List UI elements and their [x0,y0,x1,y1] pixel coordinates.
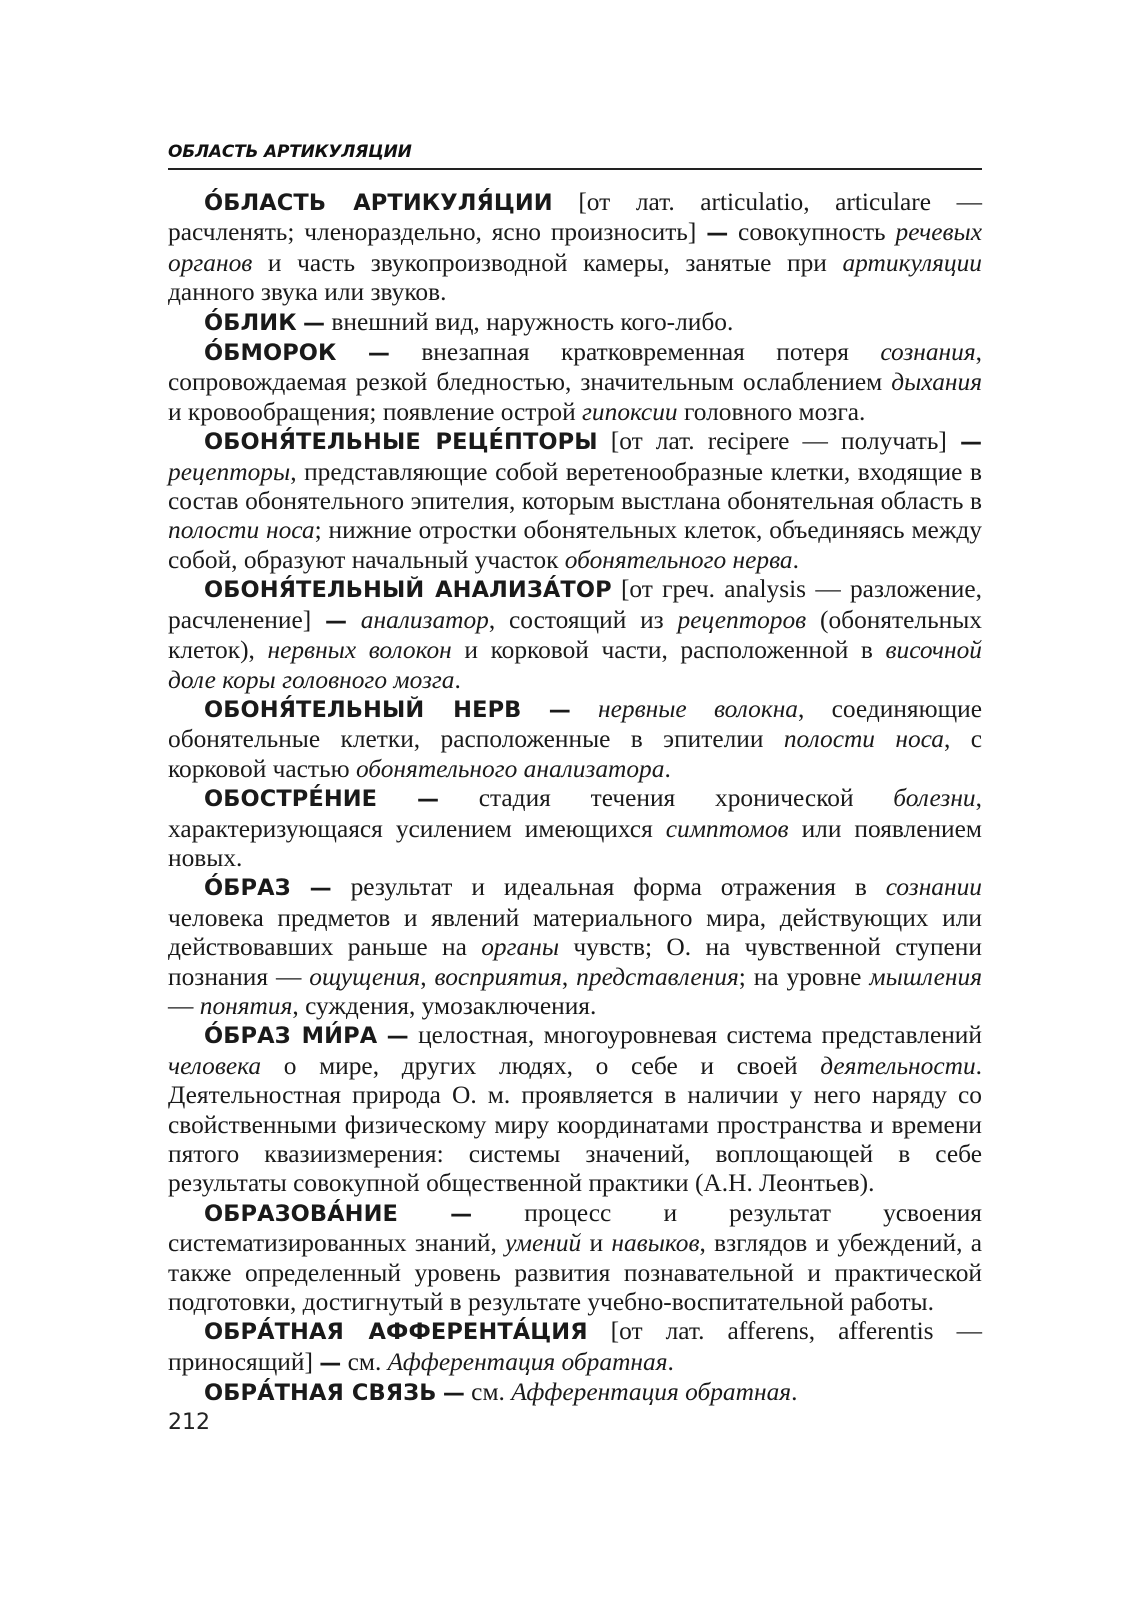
dictionary-entry [168,695,982,784]
entry-crossref: нервных волокон [267,636,452,665]
dictionary-entry [168,1378,982,1408]
entry-definition-text: совокупность [728,218,896,247]
entry-definition-text: [от лат. afferens, afferentis — приносящий] [168,1317,982,1376]
running-head: ОБЛАСТЬ АРТИКУЛЯЦИИ [168,142,982,170]
dictionary-entry [168,1021,982,1198]
entry-definition-text [377,1021,386,1049]
entry-crossref: рецепторы [168,457,291,486]
entry-definition-text: , [561,962,577,991]
entry-dash: — [303,310,326,336]
entry-headword: ОБОНЯ́ТЕЛЬНЫЙ НЕРВ [204,696,522,723]
entry-crossref: височной доле коры головного мозга [168,636,982,694]
entry-definition-text: и часть звукопроизводной камеры, занятые при [252,248,843,277]
entry-definition-text: процесс и результат усвоения систематизированных знаний, [168,1198,982,1258]
dictionary-entry [168,873,982,1021]
entry-definition-text: и кровообращения; появление острой [168,397,583,426]
entry-definition-text: см. [464,1378,512,1407]
entry-definition-text [337,338,368,366]
entry-crossref: полости носа [783,725,944,754]
entry-definition-text: [от греч. analysis — разложение, расчленение] [168,575,982,634]
entry-definition-text: , представляющие собой веретенообразные клетки, входящие в состав обонятельного эпителия, которым выстлана обонятельная область в [168,457,982,516]
dictionary-entry [168,188,982,308]
entry-crossref: симптомов [665,814,789,843]
entry-crossref: мышления [869,962,982,991]
entry-definition-text: , характеризующаяся усилением имеющихся [168,784,982,843]
dictionary-entry [168,575,982,695]
entry-dash: — [309,876,332,902]
entry-headword: О́БРАЗ МИ́РА [204,1023,378,1050]
entry-definition-text: человека предметов и явлений материального мира, действующих или действовавших раньше на [168,903,982,962]
entry-crossref: сознании [885,873,982,902]
entries-list [168,188,982,1409]
entry-definition-text: или появлением новых. [168,814,982,872]
entry-dash: — [386,1024,409,1050]
entry-crossref: полости носа [168,516,315,545]
entry-headword: ОБОСТРЕ́НИЕ [204,786,378,813]
entry-definition-text [521,695,548,723]
entry-definition-text [571,695,598,723]
entry-definition-text: чувств; О. на чувственной ступени познания — [168,933,982,991]
entry-definition-text: . [667,1347,674,1376]
dictionary-entry [168,308,982,338]
entry-crossref: анализатор [360,605,489,634]
entry-definition-text: [от лат. articulatio, articulare — расчленять; членораздельно, ясно произносить] [168,188,982,247]
entry-dash: — [319,1350,342,1376]
entry-crossref: артикуляции [842,248,982,277]
dictionary-entry [168,1199,982,1318]
entry-definition-text: , взглядов и убеждений, а также определенный уровень развития познавательной и практической подготовки, достигнутый в результате учебно-воспитательной работы. [168,1229,982,1317]
entry-definition-text: внешний вид, наружность кого-либо. [325,307,734,336]
entry-definition-text: [от лат. recipere — получать] [597,427,960,456]
entry-dash: — [706,221,729,247]
entry-definition-text: , состоящий из [488,605,678,634]
dictionary-entry [168,427,982,575]
entry-headword: ОБОНЯ́ТЕЛЬНЫЕ РЕЦЕ́ПТОРЫ [204,429,598,456]
dictionary-entry [168,338,982,427]
entry-headword: ОБРА́ТНАЯ СВЯЗЬ [204,1380,437,1407]
entry-definition-text: . Деятельностная природа О. м. проявляется в наличии у него наряду со свойственными физическому миру координатами пространства и времени пятого квазиизмерения: системы значений, воплощающей в себе результаты совокупной общественной практики (А.Н. Леонтьев). [168,1051,982,1198]
entry-dash: — [325,608,347,634]
entry-dash: — [442,1381,465,1407]
entry-crossref: дыхания [891,368,982,397]
entry-headword: ОБОНЯ́ТЕЛЬНЫЙ АНАЛИЗА́ТОР [204,577,612,604]
entry-definition-text: стадия течения хронической [438,784,894,813]
entry-headword: О́БЛИК [204,309,297,336]
entry-definition-text: см. [341,1347,388,1376]
entry-crossref: нервные волокна [598,694,798,723]
entry-crossref: деятельности [820,1051,976,1080]
dictionary-entry [168,1317,982,1378]
entry-crossref: речевых органов [168,218,982,277]
entry-crossref: обонятельного анализатора [355,754,665,783]
entry-definition-text: . [664,754,671,783]
entry-definition-text: и [581,1229,612,1258]
entry-headword: О́БМОРОК [204,340,337,367]
entry-crossref: сознания [880,338,976,367]
entry-definition-text [347,606,361,634]
entry-definition-text: данного звука или звуков. [168,278,447,307]
entry-crossref: гипоксии [582,397,678,426]
entry-crossref: человека [168,1051,262,1080]
entry-crossref: восприятия [434,962,562,991]
entry-dash: — [548,697,571,723]
entry-definition-text: , сопровождаемая резкой бледностью, значительным ослаблением [168,338,982,397]
dictionary-entry [168,784,982,873]
entry-definition-text: , суждения, умозаключения. [292,991,597,1020]
entry-crossref: умений [505,1229,582,1258]
entry-headword: О́БЛАСТЬ АРТИКУЛЯ́ЦИИ [204,190,553,216]
page-number: 212 [168,1410,210,1435]
entry-definition-text: целостная, многоуровневая система представлений [408,1021,982,1050]
entry-definition-text: , соединяющие обонятельные клетки, расположенные в эпителии [168,694,982,754]
entry-definition-text: и корковой части, расположенной в [451,636,886,665]
entry-crossref: обонятельного нерва [564,545,793,574]
entry-definition-text: (обонятельных клеток), [168,605,982,665]
entry-definition-text [398,1199,450,1227]
entry-dash: — [367,341,390,367]
entry-headword: ОБРАЗОВА́НИЕ [204,1200,398,1227]
entry-definition-text [291,873,310,901]
entry-dash: — [959,430,982,456]
entry-definition-text: ; нижние отростки обонятельных клеток, объединяясь между собой, образуют начальный участок [168,516,982,574]
entry-crossref: представления [576,962,739,991]
entry-crossref: болезни [893,784,976,813]
entry-crossref: ощущения [309,962,421,991]
entry-definition-text: . [792,545,799,574]
entry-definition-text: ; на уровне [738,962,870,991]
dictionary-page [168,0,982,1601]
entry-definition-text: о мире, других людях, о себе и своей [261,1051,821,1080]
entry-dash: — [416,787,439,813]
entry-crossref: понятия [199,991,293,1020]
entry-crossref: органы [481,933,560,962]
entry-definition-text: — [168,991,200,1020]
entry-crossref: рецепторов [677,605,807,634]
entry-definition-text: . [791,1378,798,1407]
entry-headword: О́БРАЗ [204,875,291,902]
entry-definition-text: результат и идеальная форма отражения в [331,873,886,902]
entry-definition-text: внезапная кратковременная потеря [389,338,881,367]
entry-dash: — [450,1201,473,1227]
entry-definition-text [377,784,417,812]
entry-crossref: Афферентация обратная [511,1378,792,1407]
entry-crossref: навыков [611,1229,700,1258]
entry-crossref: Афферентация обратная [387,1347,668,1376]
entry-definition-text: . [454,665,461,694]
entry-definition-text: головного мозга. [677,397,866,426]
entry-headword: ОБРА́ТНАЯ АФФЕРЕНТА́ЦИЯ [204,1319,588,1346]
entry-definition-text: , [420,962,435,991]
entry-definition-text: , с корковой частью [168,725,982,783]
